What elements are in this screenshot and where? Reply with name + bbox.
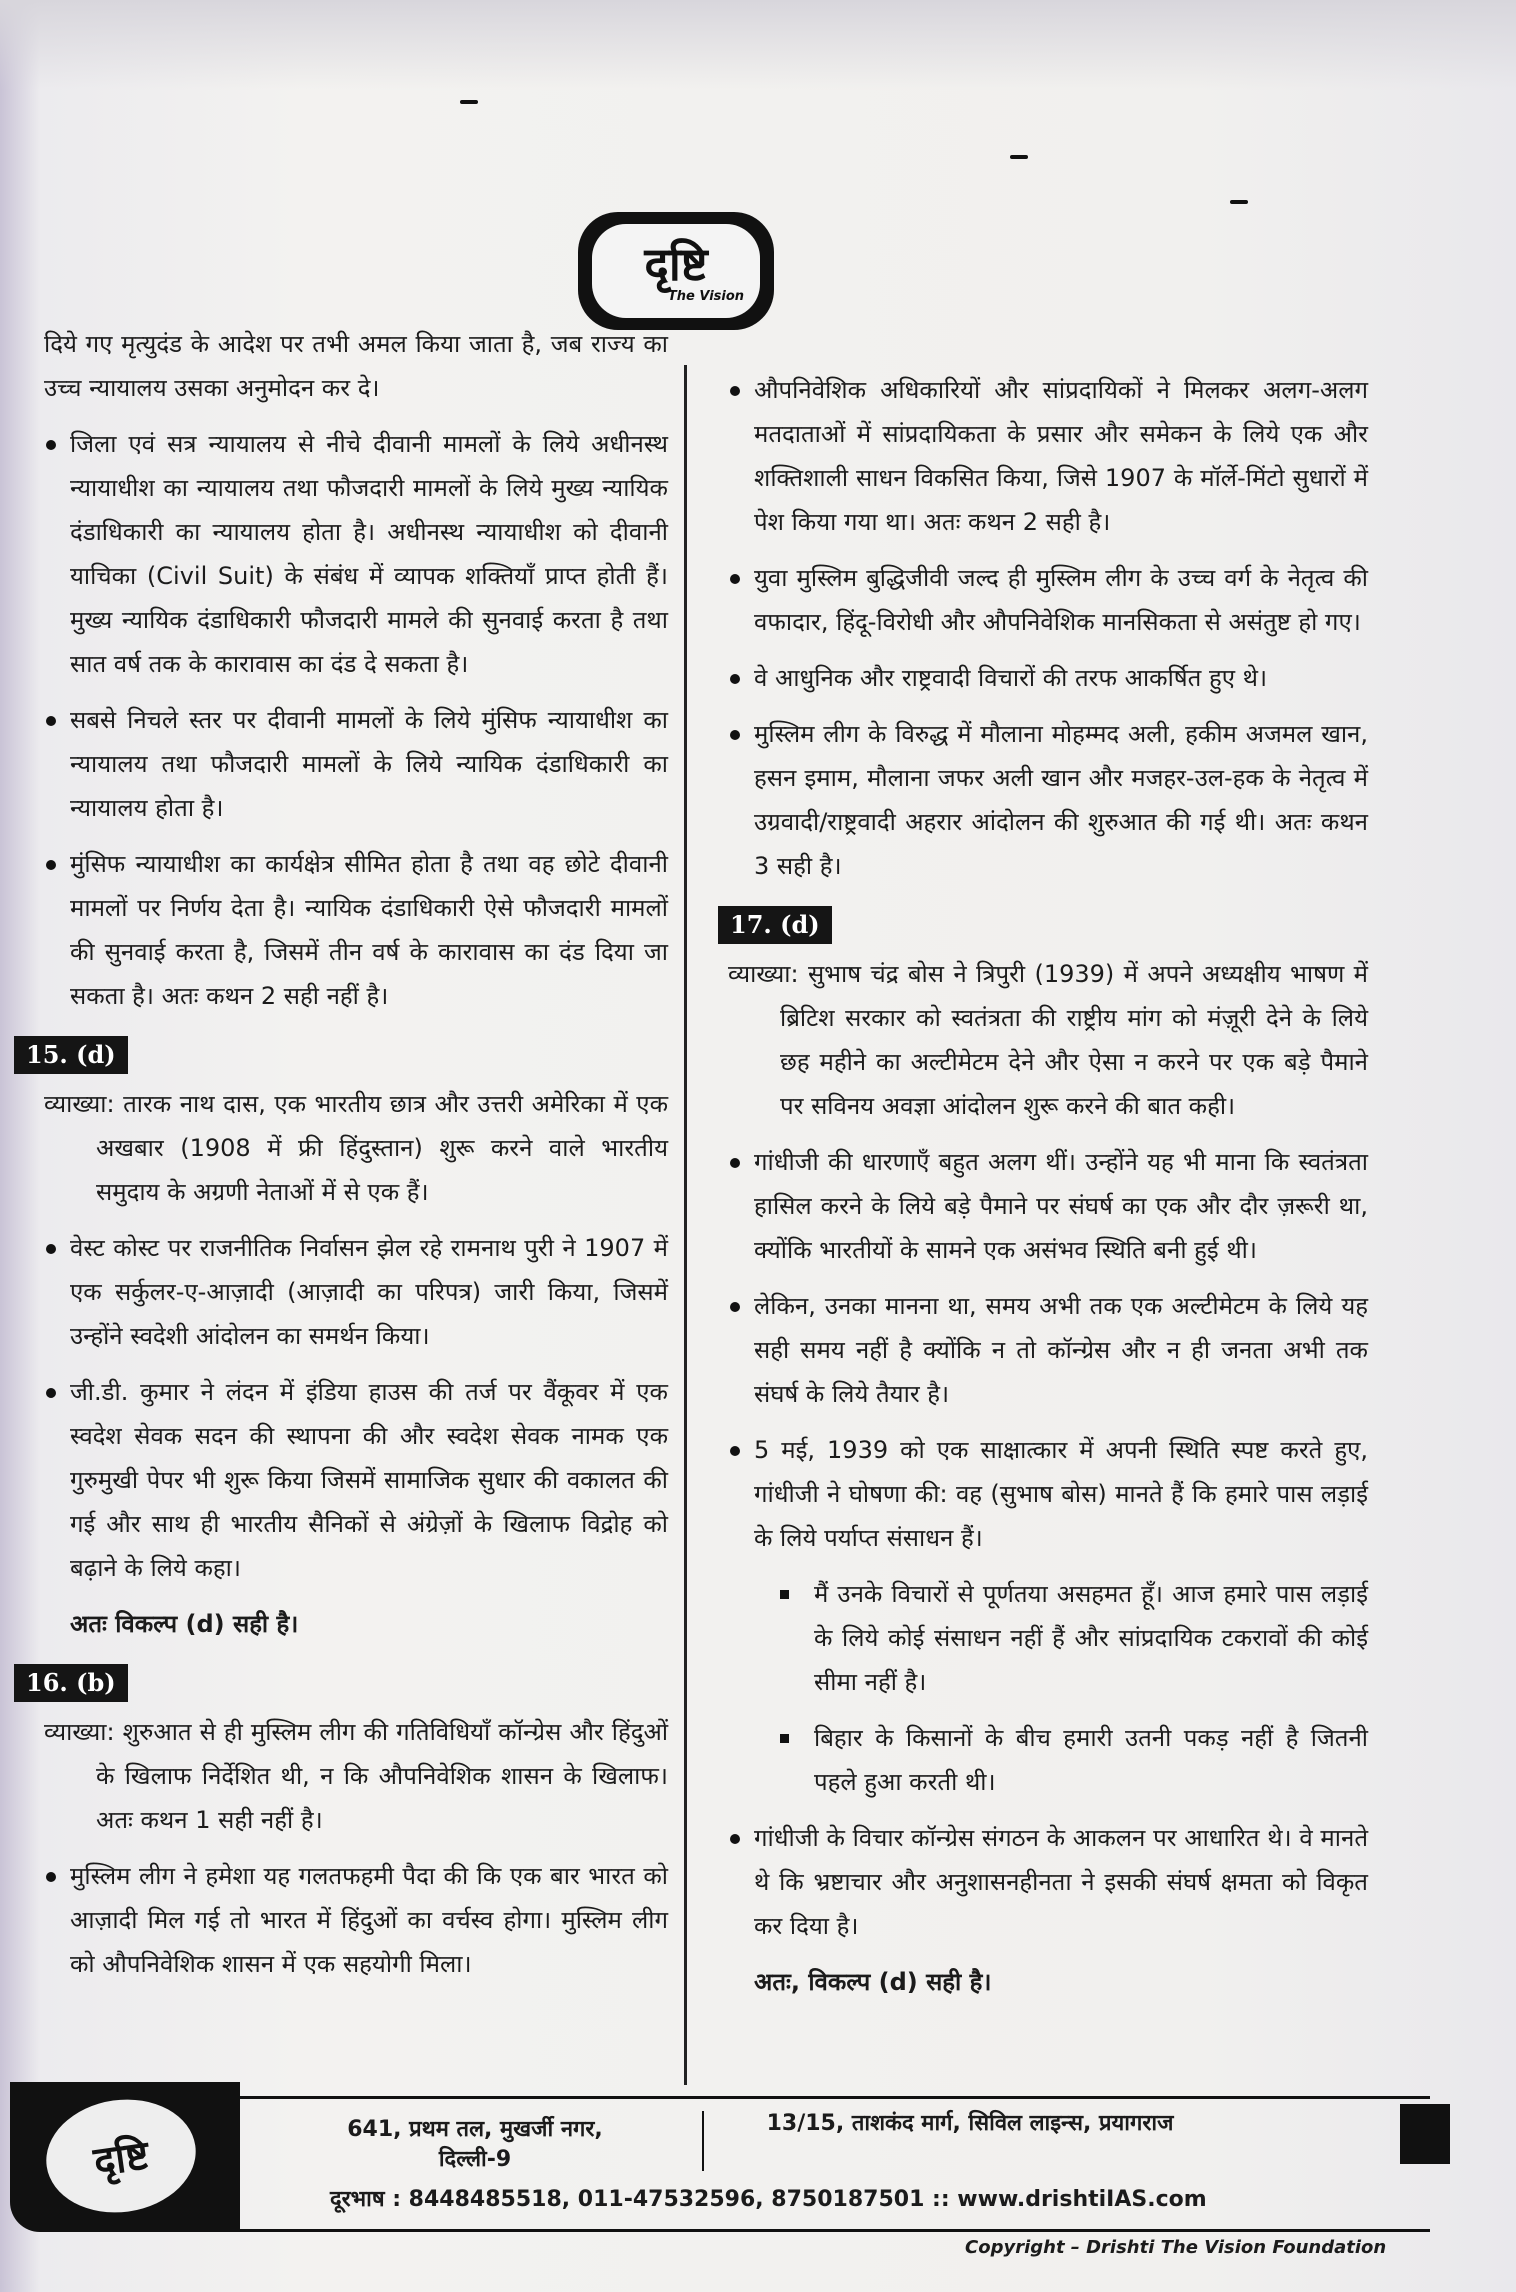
bullet-item: लेकिन, उनका मानना था, समय अभी तक एक अल्टीमेटम के लिये यह सही समय नहीं है क्योंकि न तो कॉन्ग्रेस और न ही जनता अभी तक संघर्ष के लिये तैयार है। <box>728 1284 1368 1416</box>
bullet-item: युवा मुस्लिम बुद्धिजीवी जल्द ही मुस्लिम लीग के उच्च वर्ग के नेतृत्व की वफादार, हिंदू-विरोधी और औपनिवेशिक मानसिकता से असंतुष्ट हो गए। <box>728 556 1368 644</box>
explanation: व्याख्या: शुरुआत से ही मुस्लिम लीग की गतिविधियाँ कॉन्ग्रेस और हिंदुओं के खिलाफ निर्देशित थी, न कि औपनिवेशिक शासन के खिलाफ। अतः कथन 1 सही नहीं है। <box>44 1718 668 1834</box>
bullet-item: वे आधुनिक और राष्ट्रवादी विचारों की तरफ आकर्षित हुए थे। <box>728 656 1368 700</box>
footer-end-block <box>1400 2104 1450 2164</box>
speck <box>460 100 478 104</box>
footer-logo-block <box>10 2082 240 2232</box>
right-column <box>728 368 1368 2016</box>
copyright-text: Copyright – Drishti The Vision Foundation <box>965 2237 1387 2258</box>
logo-text: दृष्टि <box>644 236 708 291</box>
speck <box>1230 200 1248 204</box>
bullet-item: जिला एवं सत्र न्यायालय से नीचे दीवानी मामलों के लिये अधीनस्थ न्यायाधीश का न्यायालय तथा फौजदारी मामलों के लिये मुख्य न्यायिक दंडाधिकारी का न्यायालय होता है। अधीनस्थ न्यायाधीश को दीवानी याचिका (Civil Suit) के संबंध में व्यापक शक्तियाँ प्राप्त होती हैं। मुख्य न्यायिक दंडाधिकारी फौजदारी मामले की सुनवाई करता है तथा सात वर्ष तक के कारावास का दंड दे सकता है। <box>44 422 668 686</box>
conclusion: अतः विकल्प (d) सही है। <box>70 1610 299 1638</box>
footer-address-box <box>240 2096 1430 2232</box>
bullet-item: 5 मई, 1939 को एक साक्षात्कार में अपनी स्थिति स्पष्ट करते हुए, गांधीजी ने घोषणा की: वह (सुभाष बोस) मानते हैं कि हमारे पास लड़ाई के लिये पर्याप्त संसाधन हैं। <box>728 1428 1368 1560</box>
bullet-item: गांधीजी की धारणाएँ बहुत अलग थीं। उन्होंने यह भी माना कि स्वतंत्रता हासिल करने के लिये बड़े पैमाने पर संघर्ष का एक और दौर ज़रूरी था, क्योंकि भारतीयों के सामने एक असंभव स्थिति बनी हुई थी। <box>728 1140 1368 1272</box>
speck <box>1010 155 1028 159</box>
sub-bullet-item: बिहार के किसानों के बीच हमारी उतनी पकड़ नहीं है जितनी पहले हुआ करती थी। <box>774 1716 1368 1804</box>
left-column <box>26 322 668 1998</box>
explanation: व्याख्या: सुभाष चंद्र बोस ने त्रिपुरी (1939) में अपने अध्यक्षीय भाषण में ब्रिटिश सरकार को स्वतंत्रता की राष्ट्रीय मांग को मंज़ूरी देने के लिये छह महीने का अल्टीमेटम देने और ऐसा न करने पर एक बड़े पैमाने पर सविनय अवज्ञा आंदोलन शुरू करने की बात कही। <box>728 960 1368 1120</box>
answer-label-16: 16. (b) <box>14 1664 128 1702</box>
footer-logo: दृष्टि <box>39 2090 203 2222</box>
footer-band <box>10 2082 1450 2232</box>
paragraph: दिये गए मृत्युदंड के आदेश पर तभी अमल किया जाता है, जब राज्य का उच्च न्यायालय उसका अनुमोदन कर दे। <box>44 330 668 402</box>
logo-subtitle: The Vision <box>667 288 745 304</box>
column-divider <box>684 365 687 2085</box>
bullet-item: गांधीजी के विचार कॉन्ग्रेस संगठन के आकलन पर आधारित थे। वे मानते थे कि भ्रष्टाचार और अनुशासनहीनता ने इसकी संघर्ष क्षमता को विकृत कर दिया है। <box>728 1816 1368 1948</box>
conclusion: अतः, विकल्प (d) सही है। <box>754 1968 992 1996</box>
sub-bullet-item: मैं उनके विचारों से पूर्णतया असहमत हूँ। आज हमारे पास लड़ाई के लिये कोई संसाधन नहीं हैं और सांप्रदायिक टकरावों की कोई सीमा नहीं है। <box>774 1572 1368 1704</box>
explanation: व्याख्या: तारक नाथ दास, एक भारतीय छात्र और उत्तरी अमेरिका में एक अखबार (1908 में फ्री हिंदुस्तान) शुरू करने वाले भारतीय समुदाय के अग्रणी नेताओं में से एक हैं। <box>44 1090 668 1206</box>
bullet-item: औपनिवेशिक अधिकारियों और सांप्रदायिकों ने मिलकर अलग-अलग मतदाताओं में सांप्रदायिकता के प्रसार और समेकन के लिये एक और शक्तिशाली साधन विकसित किया, जिसे 1907 के मॉर्ले-मिंटो सुधारों में पेश किया गया था। अतः कथन 2 सही है। <box>728 368 1368 544</box>
drishti-logo <box>578 212 774 330</box>
bullet-item: मुस्लिम लीग ने हमेशा यह गलतफहमी पैदा की कि एक बार भारत को आज़ादी मिल गई तो भारत में हिंदुओं का वर्चस्व होगा। मुस्लिम लीग को औपनिवेशिक शासन में एक सहयोगी मिला। <box>44 1854 668 1986</box>
address-prayagraj: 13/15, ताशकंद मार्ग, सिविल लाइन्स, प्रयागराज <box>766 2111 1174 2136</box>
bullet-item: वेस्ट कोस्ट पर राजनीतिक निर्वासन झेल रहे रामनाथ पुरी ने 1907 में एक सर्कुलर-ए-आज़ादी (आज़ादी का परिपत्र) जारी किया, जिसमें उन्होंने स्वदेशी आंदोलन का समर्थन किया। <box>44 1226 668 1358</box>
footer-contact: दूरभाष : 8448485518, 011-47532596, 8750187501 :: www.drishtiIAS.com <box>330 2187 1207 2212</box>
footer-separator <box>702 2111 704 2171</box>
bullet-item: सबसे निचले स्तर पर दीवानी मामलों के लिये मुंसिफ न्यायाधीश का न्यायालय तथा फौजदारी मामलों के लिये न्यायिक दंडाधिकारी का न्यायालय होता है। <box>44 698 668 830</box>
address-delhi: 641, प्रथम तल, मुखर्जी नगर, दिल्ली-9 <box>347 2117 603 2172</box>
page-edge-shadow <box>0 0 1516 90</box>
answer-label-17: 17. (d) <box>718 906 832 944</box>
bullet-item: जी.डी. कुमार ने लंदन में इंडिया हाउस की तर्ज पर वैंकूवर में एक स्वदेश सेवक सदन की स्थापना की और स्वदेश सेवक नामक एक गुरुमुखी पेपर भी शुरू किया जिसमें सामाजिक सुधार की वकालत की गई और साथ ही भारतीय सैनिकों से अंग्रेज़ों के खिलाफ विद्रोह को बढ़ाने के लिये कहा। <box>44 1370 668 1590</box>
bullet-item: मुस्लिम लीग के विरुद्ध में मौलाना मोहम्मद अली, हकीम अजमल खान, हसन इमाम, मौलाना जफर अली खान और मजहर-उल-हक के नेतृत्व में उग्रवादी/राष्ट्रवादी अहरार आंदोलन की शुरुआत की गई थी। अतः कथन 3 सही है। <box>728 712 1368 888</box>
bullet-item: मुंसिफ न्यायाधीश का कार्यक्षेत्र सीमित होता है तथा वह छोटे दीवानी मामलों पर निर्णय देता है। न्यायिक दंडाधिकारी ऐसे फौजदारी मामलों की सुनवाई करता है, जिसमें तीन वर्ष के कारावास का दंड दिया जा सकता है। अतः कथन 2 सही नहीं है। <box>44 842 668 1018</box>
answer-label-15: 15. (d) <box>14 1036 128 1074</box>
